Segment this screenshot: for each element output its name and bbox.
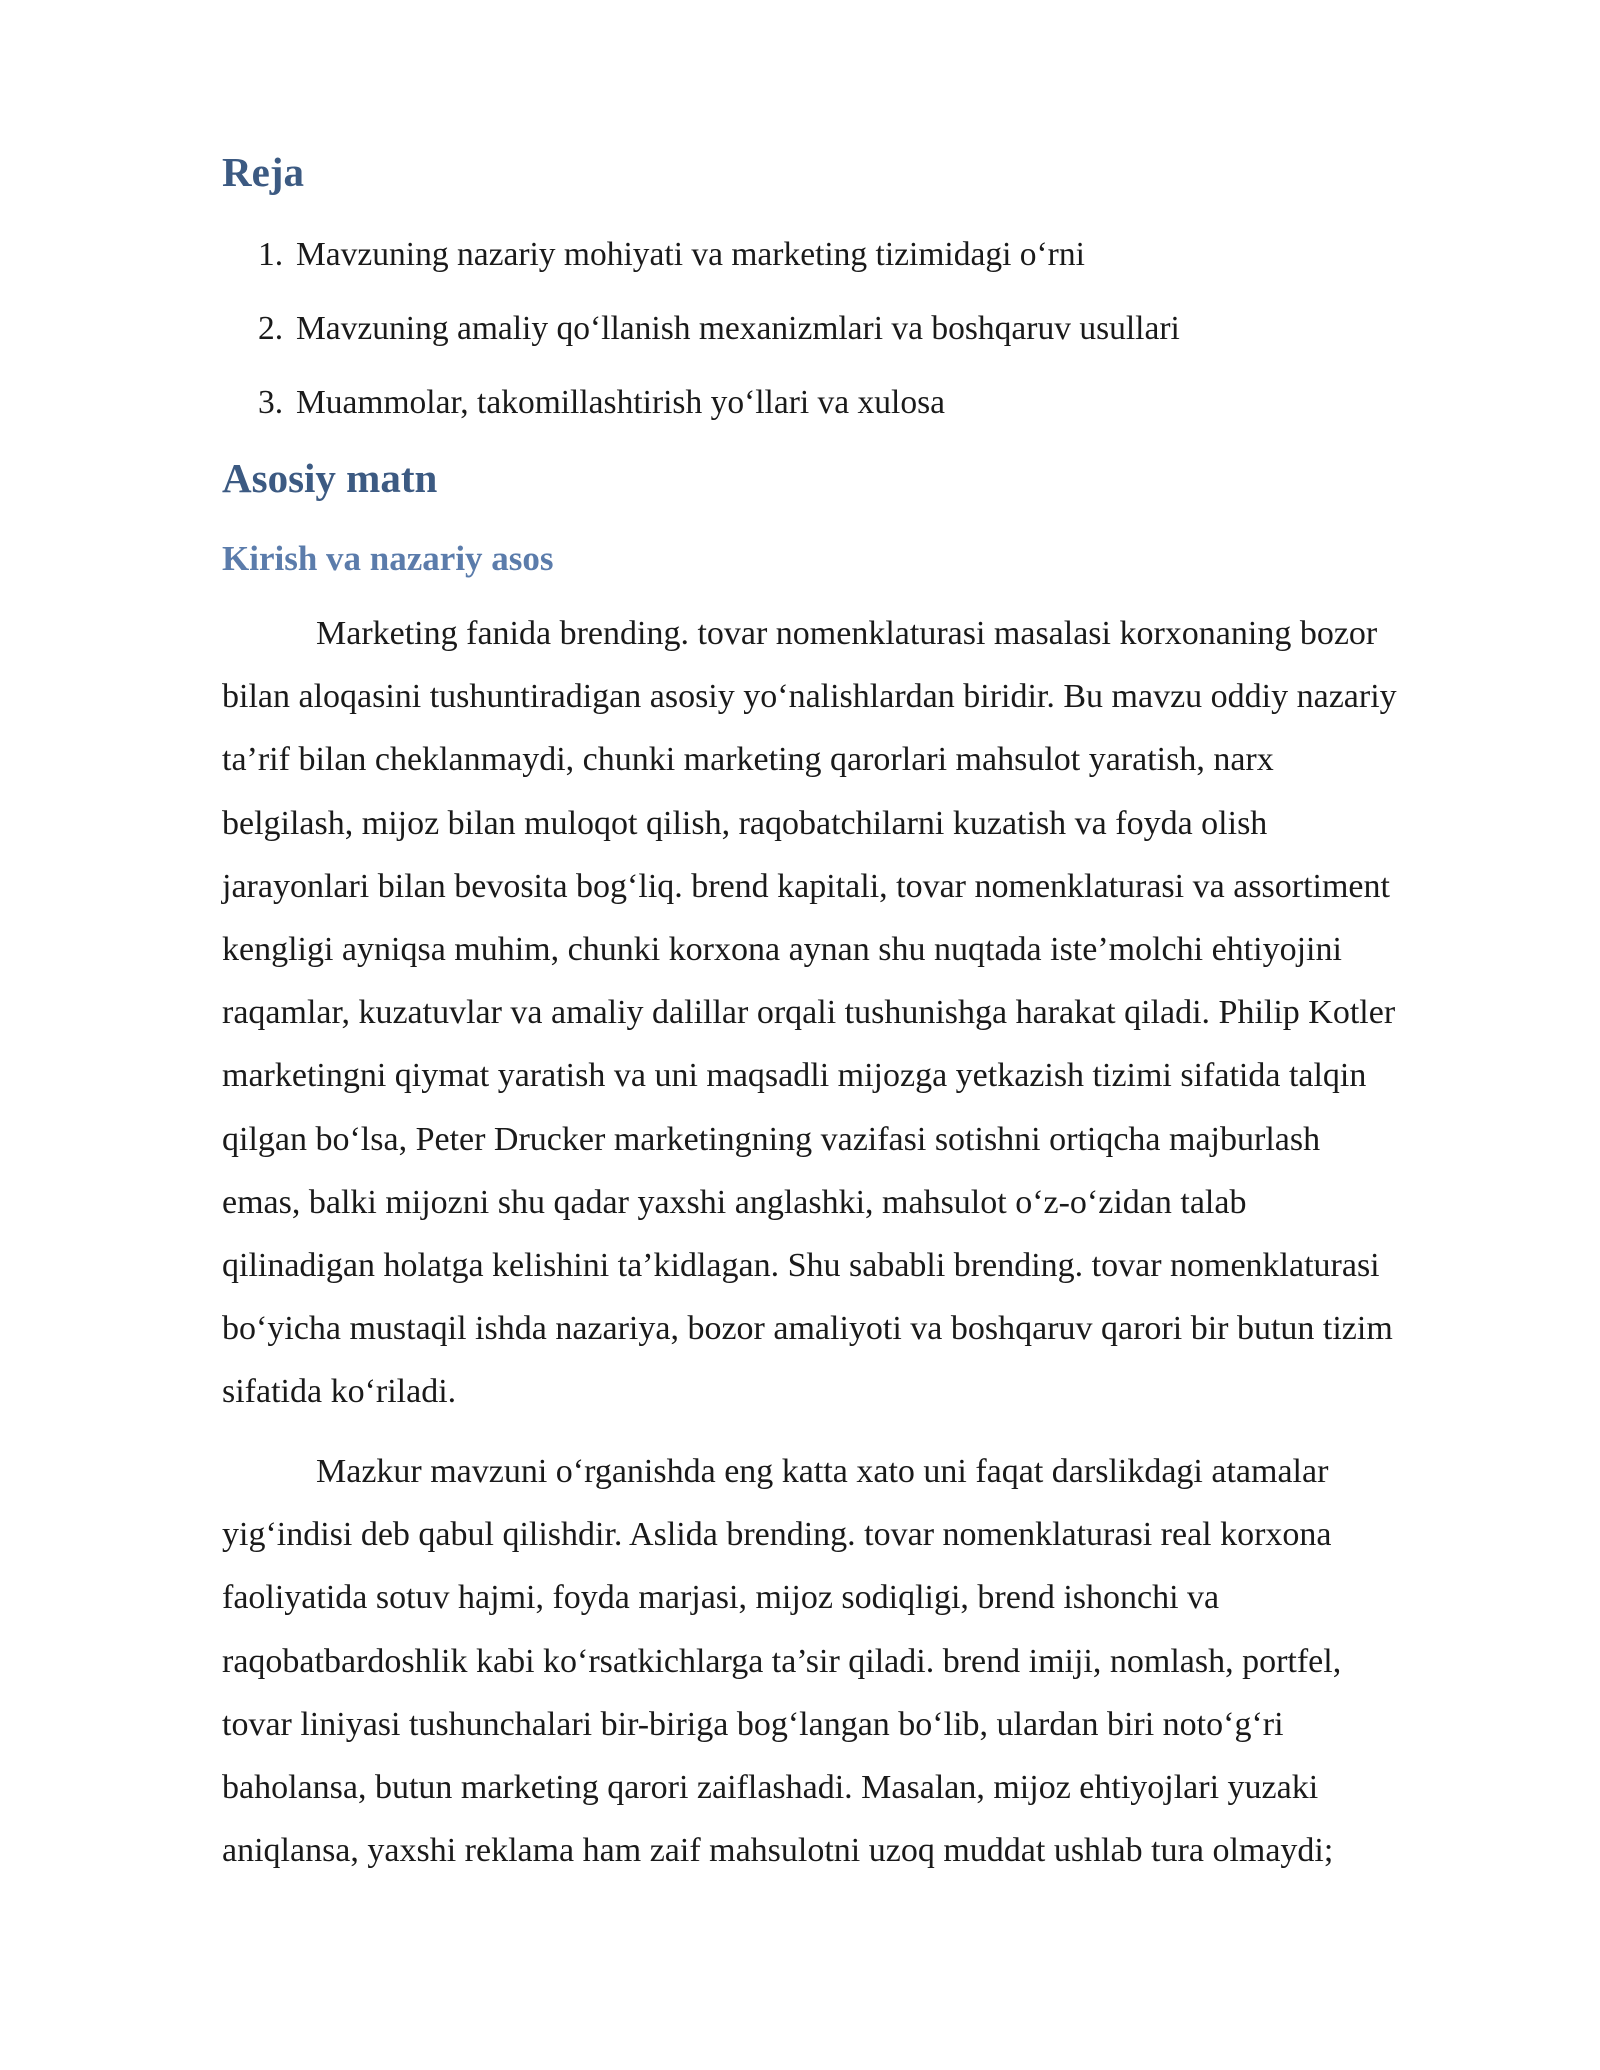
paragraph-line: ta’rif bilan cheklanmaydi, chunki marketing qarorlari mahsulot yaratish, narx xyxy=(222,741,1274,779)
paragraph-line: aniqlansa, yaxshi reklama ham zaif mahsulotni uzoq muddat ushlab tura olmaydi; xyxy=(222,1832,1334,1870)
paragraph-line: bo‘yicha mustaqil ishda nazariya, bozor amaliyoti va boshqaruv qarori bir butun tizim xyxy=(222,1310,1393,1348)
paragraph-line: marketingni qiymat yaratish va uni maqsadli mijozga yetkazish tizimi sifatida talqin xyxy=(222,1057,1367,1095)
paragraph-line: jarayonlari bilan bevosita bog‘liq. brend kapitali, tovar nomenklaturasi va assortiment xyxy=(222,867,1390,905)
paragraph-line: Marketing fanida brending. tovar nomenklaturasi masalasi korxonaning bozor xyxy=(316,615,1378,652)
paragraph-line: qilinadigan holatga kelishini ta’kidlagan. Shu sababli brending. tovar nomenklaturasi xyxy=(222,1246,1380,1284)
paragraph-line: kengligi ayniqsa muhim, chunki korxona aynan shu nuqtada iste’molchi ehtiyojini xyxy=(222,930,1342,968)
plan-item-text: Mavzuning nazariy mohiyati va marketing tizimidagi o‘rni xyxy=(296,236,1085,273)
paragraph-line: raqamlar, kuzatuvlar va amaliy dalillar orqali tushunishga harakat qiladi. Philip Kotler xyxy=(222,994,1396,1032)
plan-item xyxy=(258,366,1180,440)
paragraph-line: belgilash, mijoz bilan muloqot qilish, raqobatchilarni kuzatish va foyda olish xyxy=(222,804,1268,842)
paragraph-1 xyxy=(222,602,1492,1423)
plan-item xyxy=(258,292,1180,366)
plan-list xyxy=(258,218,1180,440)
plan-item-text: Muammolar, takomillashtirish yo‘llari va xulosa xyxy=(296,384,945,421)
paragraph-line: sifatida ko‘riladi. xyxy=(222,1373,457,1411)
paragraph-line: yig‘indisi deb qabul qilishdir. Aslida brending. tovar nomenklaturasi real korxona xyxy=(222,1516,1332,1554)
plan-item-number: 3. xyxy=(258,384,284,421)
paragraph-line: Mazkur mavzuni o‘rganishda eng katta xato uni faqat darslikdagi atamalar xyxy=(316,1453,1329,1490)
plan-heading: Reja xyxy=(222,149,304,195)
plan-item-number: 1. xyxy=(258,236,284,273)
paragraph-line: qilgan bo‘lsa, Peter Drucker marketingning vazifasi sotishni ortiqcha majburlash xyxy=(222,1120,1321,1158)
plan-item xyxy=(258,218,1180,292)
plan-item-number: 2. xyxy=(258,310,284,347)
paragraph-line: faoliyatida sotuv hajmi, foyda marjasi, mijoz sodiqligi, brend ishonchi va xyxy=(222,1579,1220,1617)
paragraph-line: emas, balki mijozni shu qadar yaxshi anglashki, mahsulot o‘z-o‘zidan talab xyxy=(222,1183,1247,1221)
paragraph-line: tovar liniyasi tushunchalari bir-biriga bog‘langan bo‘lib, ulardan biri noto‘g‘ri xyxy=(222,1705,1284,1743)
paragraph-line: bilan aloqasini tushuntiradigan asosiy yo‘nalishlardan biridir. Bu mavzu oddiy nazariy xyxy=(222,678,1397,716)
section-heading: Kirish va nazariy asos xyxy=(222,539,554,578)
plan-item-text: Mavzuning amaliy qo‘llanish mexanizmlari va boshqaruv usullari xyxy=(296,310,1180,347)
main-heading: Asosiy matn xyxy=(222,455,438,501)
paragraph-line: baholansa, butun marketing qarori zaiflashadi. Masalan, mijoz ehtiyojlari yuzaki xyxy=(222,1768,1319,1806)
paragraph-line: raqobatbardoshlik kabi ko‘rsatkichlarga ta’sir qiladi. brend imiji, nomlash, portfel, xyxy=(222,1642,1342,1680)
document-page xyxy=(222,0,1492,2070)
paragraph-2 xyxy=(222,1440,1492,1882)
